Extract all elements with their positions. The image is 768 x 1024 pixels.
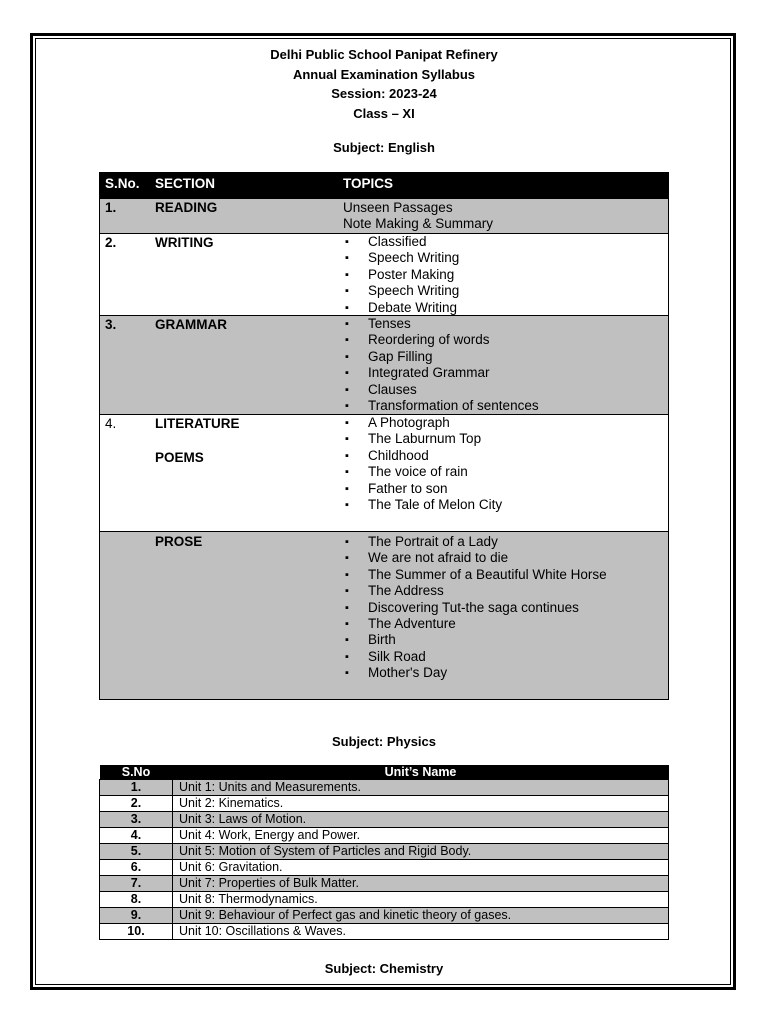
col-sno-header: S.No [100, 765, 173, 780]
topic-item: ▪ Tenses [343, 316, 539, 332]
row-topics [343, 415, 502, 513]
table-row [100, 892, 669, 908]
topic-item: ▪ The Tale of Melon City [343, 497, 502, 513]
row-unit: Unit 7: Properties of Bulk Matter. [173, 876, 669, 892]
topic-item: ▪ The voice of rain [343, 464, 502, 480]
english-row-literature [99, 415, 669, 532]
table-row [100, 908, 669, 924]
table-row [100, 780, 669, 796]
topic-item: ▪ Father to son [343, 481, 502, 497]
row-section: WRITING [155, 235, 214, 250]
row-sno: 9. [100, 908, 173, 924]
row-unit: Unit 6: Gravitation. [173, 860, 669, 876]
topic-item: ▪ The Adventure [343, 616, 607, 632]
row-sno: 5. [100, 844, 173, 860]
topic-item: ▪ The Portrait of a Lady [343, 534, 607, 550]
row-sno: 10. [100, 924, 173, 940]
table-row [100, 924, 669, 940]
session-label: Session: 2023-24 [331, 86, 437, 101]
topic-item: ▪ Silk Road [343, 649, 607, 665]
topic-item: ▪ Birth [343, 632, 607, 648]
topic-item: ▪ A Photograph [343, 415, 502, 431]
topic-item: ▪ Debate Writing [343, 300, 459, 316]
topic-item: ▪ Childhood [343, 448, 502, 464]
topic-item: ▪ Integrated Grammar [343, 365, 539, 381]
document-header [0, 45, 768, 123]
row-sno: 1. [100, 780, 173, 796]
topic-item: ▪ Clauses [343, 382, 539, 398]
row-unit: Unit 3: Laws of Motion. [173, 812, 669, 828]
row-section: READING [155, 200, 218, 215]
table-row [100, 828, 669, 844]
topic-item: ▪ Reordering of words [343, 332, 539, 348]
col-section-header: SECTION [155, 176, 216, 191]
topic-item: ▪ Speech Writing [343, 283, 459, 299]
english-row-reading [99, 199, 669, 234]
row-topics [343, 534, 607, 682]
topic-item: ▪ We are not afraid to die [343, 550, 607, 566]
row-topics [343, 316, 539, 414]
english-syllabus-table [99, 172, 669, 700]
row-section: GRAMMAR [155, 317, 227, 332]
row-sno: 3. [100, 812, 173, 828]
row-section: LITERATURE [155, 416, 240, 431]
topic-item: Unseen Passages [343, 200, 453, 215]
row-unit: Unit 8: Thermodynamics. [173, 892, 669, 908]
topic-item: ▪ Speech Writing [343, 250, 459, 266]
row-sno: 3. [105, 317, 117, 332]
col-unit-header: Unit’s Name [173, 765, 669, 780]
row-topics [343, 234, 459, 316]
english-row-writing [99, 234, 669, 316]
row-sno: 6. [100, 860, 173, 876]
row-sno: 7. [100, 876, 173, 892]
row-unit: Unit 2: Kinematics. [173, 796, 669, 812]
physics-table-header [100, 765, 669, 780]
row-unit: Unit 1: Units and Measurements. [173, 780, 669, 796]
col-topics-header: TOPICS [343, 176, 394, 191]
row-sno: 4. [105, 416, 117, 431]
english-table-header [99, 172, 669, 199]
physics-subject-heading: Subject: Physics [331, 734, 437, 749]
topic-item: ▪ Mother's Day [343, 665, 607, 681]
topic-item: Note Making & Summary [343, 216, 494, 232]
topic-item: ▪ The Address [343, 583, 607, 599]
chemistry-subject-heading: Subject: Chemistry [324, 961, 444, 976]
row-section: PROSE [155, 534, 203, 549]
physics-syllabus-table [99, 765, 669, 940]
row-sno: 1. [105, 200, 117, 215]
table-row [100, 812, 669, 828]
english-subject-heading: Subject: English [333, 140, 435, 155]
row-unit: Unit 4: Work, Energy and Power. [173, 828, 669, 844]
topic-item: ▪ The Summer of a Beautiful White Horse [343, 567, 607, 583]
topic-item: ▪ Gap Filling [343, 349, 539, 365]
table-row [100, 844, 669, 860]
table-row [100, 876, 669, 892]
row-unit: Unit 9: Behaviour of Perfect gas and kinetic theory of gases. [173, 908, 669, 924]
topic-item: ▪ Poster Making [343, 267, 459, 283]
class-label: Class – XI [353, 105, 415, 121]
topic-item: ▪ Transformation of sentences [343, 398, 539, 414]
table-row [100, 796, 669, 812]
english-row-prose [99, 532, 669, 700]
row-topics [343, 200, 493, 233]
poems-label: POEMS [155, 450, 204, 465]
school-name: Delhi Public School Panipat Refinery [270, 47, 498, 62]
row-sno: 4. [100, 828, 173, 844]
row-sno: 2. [100, 796, 173, 812]
row-unit: Unit 10: Oscillations & Waves. [173, 924, 669, 940]
topic-item: ▪ Classified [343, 234, 459, 250]
row-sno: 2. [105, 235, 117, 250]
topic-item: ▪ The Laburnum Top [343, 431, 502, 447]
table-row [100, 860, 669, 876]
document-title: Annual Examination Syllabus [292, 66, 476, 82]
row-unit: Unit 5: Motion of System of Particles and Rigid Body. [173, 844, 669, 860]
col-sno-header: S.No. [105, 176, 140, 191]
english-row-grammar [99, 316, 669, 415]
row-sno: 8. [100, 892, 173, 908]
topic-item: ▪ Discovering Tut-the saga continues [343, 600, 607, 616]
